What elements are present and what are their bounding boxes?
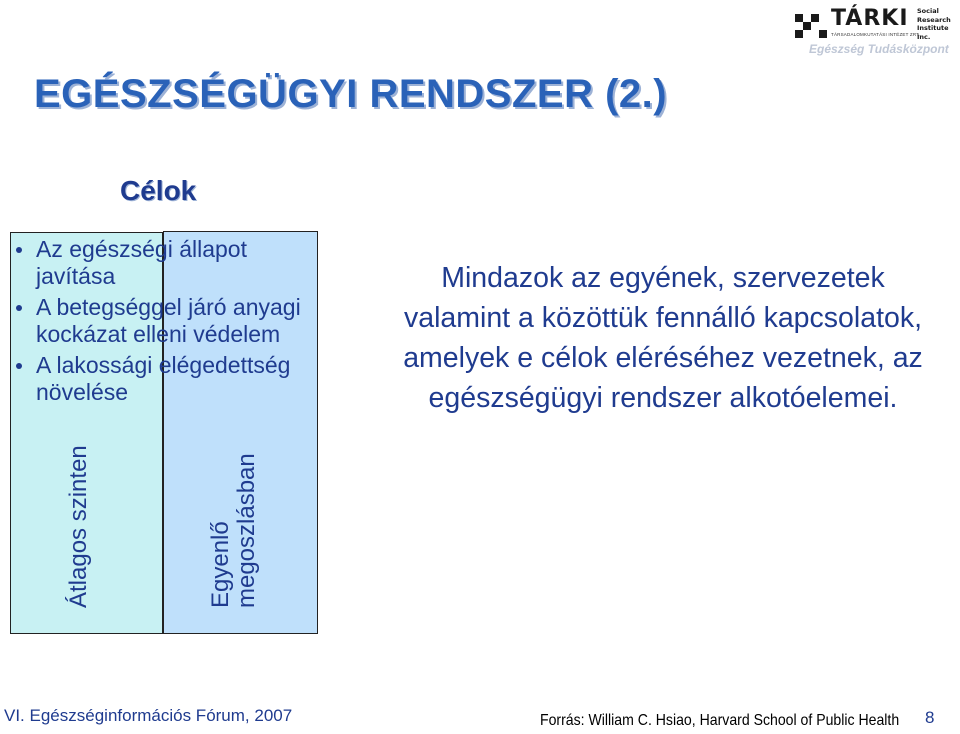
logo-name: TÁRKI	[831, 6, 909, 31]
source-footer: Forrás: William C. Hsiao, Harvard School of Public Health	[540, 712, 900, 729]
definition-text: Mindazok az egyének, szervezetek valamint a közöttük fennálló kapcsolatok, amelyek e célok eléréséhez vezetnek, az egészségügyi rendszer alkotóelemei.	[403, 262, 923, 414]
page-number: 8	[925, 708, 935, 727]
equal-distribution-label	[208, 448, 260, 608]
list-item: A lakossági elégedettség növelése	[14, 352, 314, 406]
list-item: Az egészségi állapot javítása	[14, 236, 314, 290]
event-footer: VI. Egészséginformációs Fórum, 2007	[4, 706, 293, 725]
average-level-label: Átlagos szinten	[65, 445, 92, 608]
slide-title: EGÉSZSÉGÜGYI RENDSZER (2.)	[34, 72, 668, 116]
goals-heading: Célok	[120, 175, 197, 206]
tarki-logo	[795, 4, 955, 58]
logo-line: Institute Inc.	[917, 24, 949, 41]
list-item: A betegséggel járó anyagi kockázat elleni védelem	[14, 294, 314, 348]
tarki-stairs-icon	[795, 10, 827, 38]
logo-line: Research	[917, 15, 951, 24]
logo-tagline: Egészség Tudásközpont	[809, 42, 949, 56]
logo-line: Social	[917, 7, 939, 15]
logo-lines	[917, 7, 955, 41]
logo-subtitle: TÁRSADALOMKUTATÁSI INTÉZET ZRT.	[831, 32, 921, 37]
equal-distribution-text: Egyenlő megoszlásban	[207, 453, 260, 608]
goals-list	[14, 236, 314, 410]
